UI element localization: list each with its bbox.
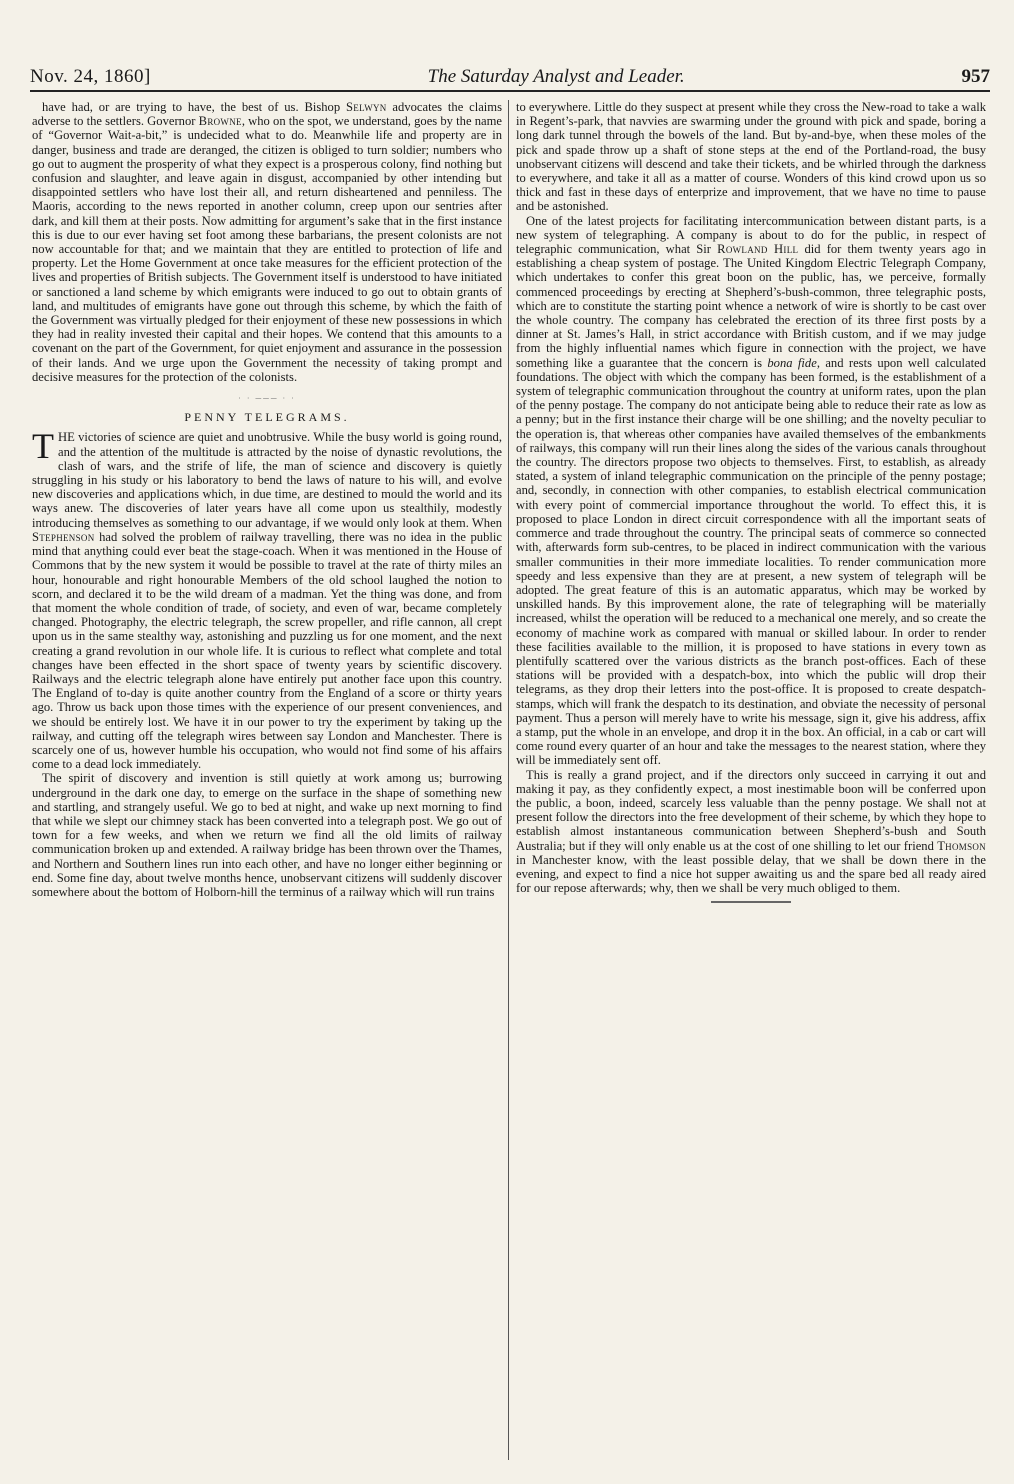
person-name: Browne — [198, 114, 242, 129]
issue-date: Nov. 24, 1860] — [30, 66, 151, 87]
section-ornament: · · ─── · · — [238, 394, 296, 404]
italic-phrase: bona fide — [767, 355, 817, 370]
text-run: This is really a grand project, and if the directors only succeed in carrying it out and making it pay, as they confidently expect, a most inestimable boon will be conferred upon the public, a boon, indeed, scarcely less valuable than the penny postage. We shall not at present follow the directors into the free development of their scheme, by which they hope to establish almost instantaneous communication between Shepherd’s-bush and South Australia; but if they will only enable us at the cost of one shilling to let our friend — [516, 767, 986, 853]
paragraph — [32, 426, 502, 772]
left-column — [32, 100, 502, 1470]
person-name: Selwyn — [345, 100, 387, 114]
right-column — [516, 100, 986, 1470]
publication-title: The Saturday Analyst and Leader. — [427, 66, 685, 87]
text-run: have had, or are trying to have, the best of us. Bishop — [42, 100, 346, 114]
text-run: , who on the spot, we understand, goes by the name of “Governor Wait-a-bit,” is undecided what to do. Meanwhile life and property are in danger, business and trade are deranged, the citizen is obliged to turn soldier; numbers who go out to augment the prosperity of what they expect is a prosperous colony, find nothing but confusion and slaughter, and leave again in disgust, accompanied by other intending but disappointed settlers who have lost their all, and return disheartened and penniless. The Maoris, according to the news reported in another column, creep upon our sentries after dark, and kill them at their posts. Now admitting for argument’s sake that in the first instance this is due to our ever having set foot among these barbarians, the present colonists are not now accountable for that; and we maintain that they are entitled to protection of life and property. Let the Home Government at once take measures for the efficient protection of the lives and properties of British subjects. The Government itself is understood to have initiated or sanctioned a land scheme by which emigrants were induced to go out to obtain grants of land, and multitudes of emigrants have gone out through this scheme, by which the faith of the Government was virtually pledged for their enjoyment of these new possessions in which they had in reality invested their capital and their hopes. We contend that this amounts to a covenant on the part of the Government, for quiet enjoyment and assurance in the possession of their lands. And we urge upon the Government the necessity of taking prompt and decisive measures for the protection of the colonists. — [32, 114, 502, 384]
text-run: HE victories of science are quiet and unobtrusive. While the busy world is going round, and the attention of the multitude is attracted by the noise of dynastic revolutions, the clash of wars, and the strife of life, the man of science and discovery is quietly struggling in his study or his laboratory to bend the laws of nature to his will, and evolve new discoveries and applications which, in due time, are destined to mould the world and its ways anew. The discoveries of later years have all come upon us stealthily, modestly introducing themselves as something to our advantage, if we would only look at them. When — [32, 430, 502, 530]
person-name: Rowland Hill — [717, 242, 799, 257]
text-run: advocates the claims adverse to the settlers. Governor — [32, 100, 502, 129]
page-header — [30, 58, 990, 92]
person-name: Thomson — [937, 838, 986, 853]
paragraph: to everywhere. Little do they suspect at present while they cross the New-road to take a walk in Regent’s-park, that navvies are swarming under the ground with pick and spade, boring a long dark tunnel through the bowels of the land. But by-and-bye, when these moles of the pick and spade throw up a shaft of stone steps at the end of the Portland-road, the busy unobservant citizens will descend and take their tickets, and be whirled through the darkness to everywhere, and take it all as a matter of course. Wonders of this kind crowd upon us so thick and fast in these days of enterprize and improvement, that we have no time to pause and be astonished. — [516, 100, 986, 214]
end-rule — [711, 901, 791, 903]
text-run: in Manchester know, with the least possible delay, that we shall be down there in the evening, and expect to find a nice hot supper awaiting us and the spare bed all ready aired for our repose afterwards; why, then we shall be very much obliged to them. — [516, 852, 986, 896]
text-run: did for them twenty years ago in establishing a cheap system of postage. The United Kingdom Electric Telegraph Company, which undertakes to confer this great boon on the public, has, we perceive, formally commenced proceedings by erecting at Shepherd’s-bush-common, three telegraphic posts, which are to constitute the starting point whence a network of wire is shortly to be cast over the whole country. The company has celebrated the erection of its three first posts by a dinner at St. James’s Hall, in strict accordance with British custom, and if we may judge from the highly influential names which figure in connection with the project, we have something like a guarantee that the concern is — [516, 242, 986, 370]
section-title: PENNY TELEGRAMS. — [184, 410, 350, 425]
page-number: 957 — [961, 66, 990, 87]
drop-cap: T — [32, 426, 54, 467]
paragraph — [32, 100, 502, 384]
paragraph — [516, 768, 986, 896]
text-run: One of the latest projects for facilitating intercommunication between distant parts, is a new system of telegraphing. A company is about to do for the public, in respect of telegraphic communication, what Sir — [516, 213, 986, 257]
column-divider — [508, 100, 509, 1460]
paragraph: The spirit of discovery and invention is still quietly at work among us; burrowing underground in the dark one day, to emerge on the surface in the shape of something new and startling, and strangely useful. We go to bed at night, and wake up next morning to find that while we slept our chimney stack has been converted into a telegraph post. We go out of town for a few weeks, and when we return we find all the old limits of railway communication broken up and extended. A railway bridge has been thrown over the Thames, and Northern and Southern lines run into each other, and have no longer either beginning or end. Some fine day, about twelve months hence, unobservant citizens will suddenly discover somewhere about the bottom of Holborn-hill the terminus of a railway which will run trains — [32, 771, 502, 899]
text-run: , and rests upon well calculated foundations. The object with which the company has been formed, is the establishment of a system of telegraphic communication throughout the country at uniform rates, upon the plan of the penny postage. The company do not anticipate being able to reduce their rate as low as a penny; but in the first instance their charge will be one shilling; and the novelty peculiar to the operation is, that whereas other companies have availed themselves of the embankments of railways, this company will run their lines along the sides of the various canals throughout the country. The directors propose two objects to themselves. First, to establish, as already stated, a system of inland telegraphic communication on the principle of the penny postage; and, secondly, in connection with other companies, to establish electrical communication with every point of commercial importance throughout the world. To effect this, it is proposed to place London in direct circuit correspondence with all the important seats of commerce and trade throughout the country. The principal seats of commerce so connected with, afterwards form sub-centres, to be placed in indirect communication with the various smaller communities in their more immediate localities. To render communication more speedy and less expensive than they are at present, a new system of telegraph will be adopted. The great feature of this is an automatic apparatus, which may be worked by unskilled hands. By this improvement alone, the rate of telegraphing will be materially increased, whilst the operation will be reduced to a mechanical one merely, and so create the economy of machine work as compared with manual or skilled labour. In order to render these facilities available to the million, it is proposed to have stations in every town as plentifully scattered over the various districts as the branch post-offices. Each of these stations will be provided with a despatch-box, into which the public will drop their telegrams, as they drop their letters into the post-office. It is proposed to create despatch-stamps, which will frank the despatch to its destination, and obviate the necessity of personal payment. Thus a person will merely have to write his message, sign it, give his address, affix a stamp, put the whole in an envelope, and drop it in the box. An official, in a cab or cart will come round every quarter of an hour and take the messages to the nearest station, where they will be immediately sent off. — [516, 355, 986, 768]
person-name: Stephenson — [32, 529, 95, 544]
text-run: had solved the problem of railway travelling, there was no idea in the public mind that anything could ever beat the stage-coach. When it was mentioned in the House of Commons that by the new system it would be possible to travel at the rate of thirty miles an hour, honourable and right honourable Members of the old school laughed the notion to scorn, and declared it to be the wild dream of a madman. Yet the thing was done, and from that moment the whole condition of trade, of society, and even of war, became completely changed. Photography, the electric telegraph, the screw propeller, and rifle cannon, all crept upon us in the same stealthy way, astonishing and puzzling us for one moment, and the next creating a grand revolution in our whole life. It is curious to reflect what complete and total changes have been effected in the short space of twenty years by scientific discovery. Railways and the electric telegraph alone have entirely put another face upon this country. The England of to-day is quite another country from the England of a score or thirty years ago. Throw us back upon those times with the experience of our present conveniences, and we should be entirely lost. We have it in our power to try the experiment by taking up the railway, and cutting off the telegraph wires between say London and Manchester. There is scarcely one of us, however humble his occupation, who would not find some of his affairs come to a dead lock immediately. — [32, 529, 502, 772]
paragraph — [516, 214, 986, 768]
